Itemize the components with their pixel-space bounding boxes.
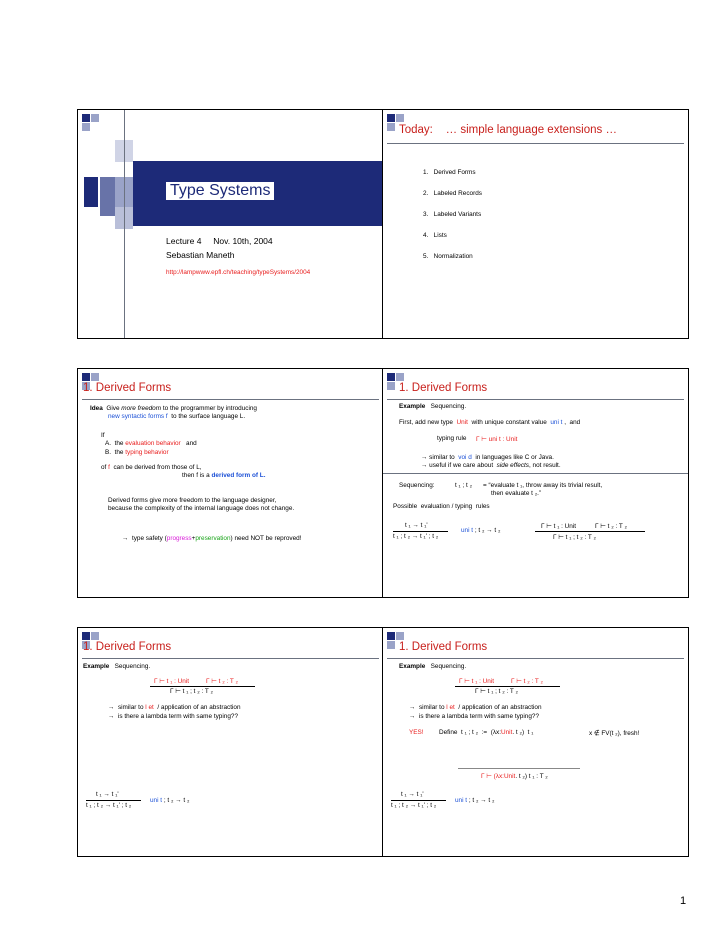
text: to the surface language L. bbox=[167, 413, 246, 420]
eval-rule-bar bbox=[391, 800, 446, 801]
typing-rule: Γ ⊢ uni t : Unit bbox=[476, 436, 518, 443]
text: A. the bbox=[105, 440, 126, 447]
condition-b bbox=[105, 449, 169, 456]
heading-rule bbox=[387, 143, 684, 144]
example-label: Example bbox=[399, 663, 426, 670]
decor-square bbox=[82, 632, 90, 640]
decor-square bbox=[387, 114, 395, 122]
list-item: 3. Labeled Variants bbox=[423, 211, 482, 218]
text: preservation bbox=[195, 535, 231, 542]
type-conclusion: Γ ⊢ t ₁ ; t ₂ : T ₂ bbox=[553, 534, 596, 541]
seq-expr: t ₁ ; t ₂ bbox=[455, 482, 473, 489]
decor-square bbox=[396, 373, 404, 381]
text: ; t ₂ → t ₂ bbox=[162, 797, 190, 804]
example-label: Example bbox=[83, 663, 110, 670]
text: l et bbox=[145, 704, 154, 711]
eval-conclusion: t ₁ ; t ₂ → t ₁' ; t ₂ bbox=[86, 802, 132, 809]
type-premise-2: Γ ⊢ t ₂ : T ₂ bbox=[595, 523, 627, 530]
seq-meaning-1: = “evaluate t ₁, throw away its trivial result, bbox=[483, 482, 603, 489]
list-item: 2. Labeled Records bbox=[423, 190, 482, 197]
text: Unit bbox=[456, 419, 468, 426]
text: → similar to bbox=[409, 704, 447, 711]
slide-heading: 1. Derived Forms bbox=[83, 382, 172, 394]
eval-premise: t ₁ → t ₁' bbox=[401, 791, 424, 798]
possible-rules: Possible evaluation / typing rules bbox=[393, 503, 490, 510]
text: evaluation behavior bbox=[125, 440, 181, 447]
eval-rule-bar bbox=[86, 800, 141, 801]
slide-heading: Today: … simple language extensions … bbox=[399, 124, 617, 136]
type-premise-2: Γ ⊢ t ₂ : T ₂ bbox=[206, 678, 238, 685]
example-line bbox=[399, 403, 466, 410]
derived-note-2: because the complexity of the internal language does not change. bbox=[108, 505, 295, 512]
type-safety-note bbox=[122, 535, 301, 542]
text: in languages like C or Java. bbox=[471, 454, 554, 461]
decor-square bbox=[82, 114, 90, 122]
eval-conclusion: t ₁ ; t ₂ → t ₁' ; t ₂ bbox=[391, 802, 437, 809]
decor-square bbox=[82, 123, 90, 131]
text: → similar to bbox=[108, 704, 146, 711]
text: → useful if we care about bbox=[421, 462, 497, 469]
text: can be derived from those of L, bbox=[109, 464, 202, 471]
heading-rule bbox=[82, 658, 379, 659]
example-line bbox=[399, 663, 466, 670]
slide-title bbox=[77, 109, 384, 339]
text: more freedom bbox=[121, 405, 162, 412]
slide-derived-forms-lambda bbox=[382, 627, 689, 857]
heading-rule bbox=[387, 658, 684, 659]
text: with unique constant value bbox=[467, 419, 551, 426]
text: to the programmer by introducing bbox=[161, 405, 257, 412]
type-rule-bar bbox=[535, 531, 645, 532]
text: Unit bbox=[503, 773, 516, 780]
slide-derived-forms-idea bbox=[77, 368, 384, 598]
text: . t ₂) t ₁ : T ₂ bbox=[515, 773, 548, 780]
presentation-title: Type Systems bbox=[166, 182, 274, 200]
decor-vline bbox=[124, 110, 125, 338]
type-conclusion: Γ ⊢ t ₁ ; t ₂ : T ₂ bbox=[170, 688, 213, 695]
type-premise-1: Γ ⊢ t ₁ : Unit bbox=[459, 678, 495, 685]
text: , and bbox=[562, 419, 581, 426]
text: then f is a bbox=[182, 472, 212, 479]
page-number: 1 bbox=[680, 895, 687, 907]
text: → type safety ( bbox=[122, 535, 167, 542]
text: ) need NOT be reproved! bbox=[230, 535, 302, 542]
text: / application of an abstraction bbox=[153, 704, 241, 711]
text: voi d bbox=[458, 454, 472, 461]
list-item: 1. Derived Forms bbox=[423, 169, 476, 176]
decor-square bbox=[91, 632, 99, 640]
slide-derived-forms-example bbox=[382, 368, 689, 598]
freshness-condition: x ∉ FV(t ₂), fresh! bbox=[589, 730, 640, 737]
author: Sebastian Maneth bbox=[166, 250, 235, 260]
idea-line bbox=[90, 405, 257, 412]
type-premise-1: Γ ⊢ t ₁ : Unit bbox=[154, 678, 190, 685]
divider bbox=[383, 473, 688, 474]
type-conclusion: Γ ⊢ t ₁ ; t ₂ : T ₂ bbox=[475, 688, 518, 695]
text: uni t bbox=[455, 797, 468, 804]
eval-conclusion: t ₁ ; t ₂ → t ₁' ; t ₂ bbox=[393, 533, 439, 540]
slide-derived-forms-sequencing bbox=[77, 627, 384, 857]
text: Sequencing. bbox=[114, 663, 151, 670]
type-premise-1: Γ ⊢ t ₁ : Unit bbox=[541, 523, 577, 530]
decor-square bbox=[387, 373, 395, 381]
text: and bbox=[180, 440, 197, 447]
decor-square bbox=[387, 123, 395, 131]
slide-heading: 1. Derived Forms bbox=[399, 382, 488, 394]
heading-rule bbox=[82, 399, 379, 400]
lambda-type-conclusion bbox=[481, 772, 548, 780]
decor-block bbox=[84, 177, 98, 207]
lambda-rule-bar bbox=[458, 768, 580, 769]
text: ; t ₂ → t ₂ bbox=[467, 797, 495, 804]
typing-rule-label: typing rule bbox=[437, 435, 467, 442]
idea-label: Idea bbox=[90, 405, 103, 412]
eval-premise: t ₁ → t ₁' bbox=[405, 522, 428, 529]
text: B. the bbox=[105, 449, 126, 456]
decor-block bbox=[100, 194, 115, 216]
heading-rule bbox=[387, 399, 684, 400]
of-line bbox=[101, 464, 202, 471]
derived-note-1: Derived forms give more freedom to the language designer, bbox=[108, 497, 277, 504]
then-line bbox=[182, 472, 265, 479]
seq-label: Sequencing: bbox=[399, 482, 435, 489]
text: of bbox=[101, 464, 109, 471]
text: → similar to bbox=[421, 454, 459, 461]
text: uni t bbox=[150, 797, 163, 804]
yes-label: YES! bbox=[409, 729, 424, 736]
list-item: 5. Normalization bbox=[423, 253, 473, 260]
text: l et bbox=[446, 704, 455, 711]
text: Define t ₁ ; t ₂ := (λx: bbox=[439, 729, 501, 736]
if-label: If bbox=[101, 432, 105, 439]
lambda-question: → is there a lambda term with same typing?? bbox=[409, 713, 540, 720]
slide-heading: 1. Derived Forms bbox=[399, 641, 488, 653]
decor-square bbox=[82, 373, 90, 381]
text: Unit bbox=[501, 729, 513, 736]
idea-line-2 bbox=[108, 413, 245, 420]
text: / application of an abstraction bbox=[454, 704, 542, 711]
text: Sequencing. bbox=[430, 403, 467, 410]
course-url[interactable]: http://lampwww.epfl.ch/teaching/typeSystems/2004 bbox=[166, 269, 311, 276]
decor-square bbox=[396, 114, 404, 122]
unit-step bbox=[461, 527, 500, 534]
text: new syntactic forms f bbox=[108, 413, 168, 420]
text: progress bbox=[166, 535, 192, 542]
text: uni t bbox=[461, 527, 474, 534]
condition-a bbox=[105, 440, 197, 447]
text: side effects bbox=[496, 462, 529, 469]
slide-heading: 1. Derived Forms bbox=[83, 641, 172, 653]
definition bbox=[439, 729, 533, 736]
decor-square bbox=[387, 632, 395, 640]
text: typing behavior bbox=[125, 449, 169, 456]
decor-square bbox=[396, 632, 404, 640]
useful-note bbox=[421, 462, 561, 469]
eval-premise: t ₁ → t ₁' bbox=[96, 791, 119, 798]
similar-let bbox=[409, 704, 542, 711]
lambda-question: → is there a lambda term with same typing?? bbox=[108, 713, 239, 720]
slide-today bbox=[382, 109, 689, 339]
text: First, add new type bbox=[399, 419, 457, 426]
example-label: Example bbox=[399, 403, 426, 410]
unit-step bbox=[455, 797, 494, 804]
unit-step bbox=[150, 797, 189, 804]
text: ; t ₂ → t ₂ bbox=[473, 527, 501, 534]
example-line bbox=[83, 663, 150, 670]
type-premise-2: Γ ⊢ t ₂ : T ₂ bbox=[511, 678, 543, 685]
eval-rule-bar bbox=[393, 531, 448, 532]
decor-square bbox=[387, 382, 395, 390]
decor-square bbox=[91, 373, 99, 381]
seq-meaning-2: then evaluate t ₂.” bbox=[491, 490, 542, 497]
lecture-info: Lecture 4 Nov. 10th, 2004 bbox=[166, 236, 273, 246]
similar-let bbox=[108, 704, 241, 711]
text: derived form of L. bbox=[211, 472, 266, 479]
decor-square bbox=[387, 641, 395, 649]
list-item: 4. Lists bbox=[423, 232, 447, 239]
text: f bbox=[108, 464, 110, 471]
decor-square bbox=[91, 114, 99, 122]
text: Γ ⊢ (λx: bbox=[481, 773, 504, 780]
text: uni t bbox=[550, 419, 563, 426]
first-line bbox=[399, 419, 580, 426]
text: , not result. bbox=[529, 462, 561, 469]
text: Sequencing. bbox=[430, 663, 467, 670]
text: Give bbox=[106, 405, 122, 412]
similar-void bbox=[421, 454, 554, 461]
text: . t ₂) t ₁ bbox=[512, 729, 534, 736]
text: + bbox=[191, 535, 196, 542]
